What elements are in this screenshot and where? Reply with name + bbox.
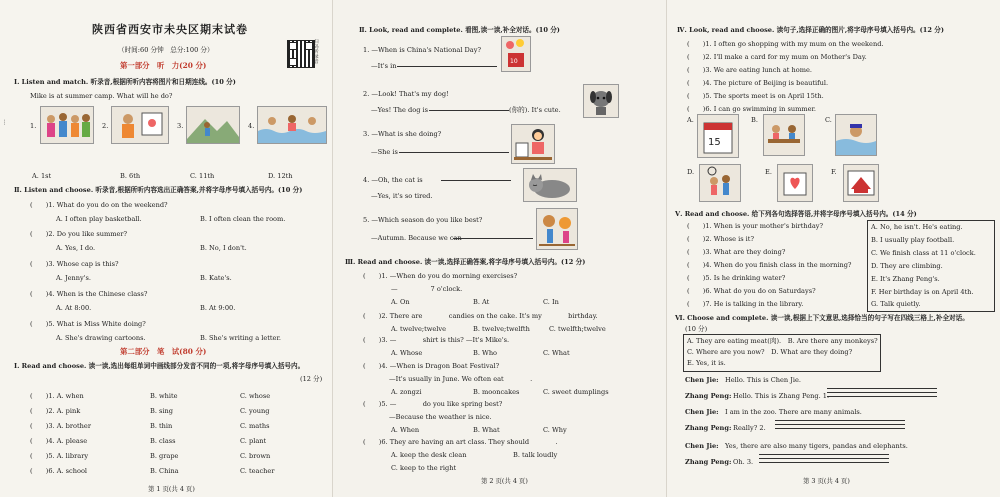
kids-camp-picture — [40, 106, 94, 144]
sentence-option: A. They are eating meat(肉). B. Are there any monkeys? — [687, 337, 878, 345]
sentence-option: C. Where are you now? D. What are they doing? — [687, 348, 853, 356]
reply-question: ( )4. When do you finish class in the morning? — [687, 261, 852, 269]
picture-sentence: ( )1. I often go shopping with my mum on the weekend. — [687, 40, 884, 48]
shopping-picture — [699, 164, 741, 202]
dialogue-question: 2. —Look! That's my dog! — [363, 90, 449, 98]
dialogue-line: Really? 2. — [733, 424, 766, 432]
hiking-picture — [186, 106, 240, 144]
mc-question-cont: —It's usually in June. We often eat . — [389, 375, 533, 383]
phonics-option: ( )2. A. pink — [30, 407, 81, 415]
mc-option: B. mooncakes — [473, 388, 520, 396]
mc-option: B. What — [473, 426, 500, 434]
mc-option: C. Why — [543, 426, 567, 434]
mc-question-cont: — 7 o'clock. — [391, 285, 463, 293]
mc-option: C. sweet dumplings — [543, 388, 609, 396]
complete-dialogue-score: (10 分) — [685, 325, 708, 333]
answer-line[interactable] — [399, 152, 509, 153]
answer-option: B. I often clean the room. — [200, 215, 286, 223]
pic-number: 1. — [30, 122, 37, 130]
reply-question: ( )3. What are they doing? — [687, 248, 786, 256]
pic-number: 3. — [177, 122, 184, 130]
dialogue-question: 3. —What is she doing? — [363, 130, 442, 138]
date-option: A. 1st — [32, 172, 52, 180]
answer-option: A. Jenny's. — [56, 274, 92, 282]
reply-answer: B. I usually play football. — [871, 236, 955, 244]
phonics-option: B. thin — [150, 422, 173, 430]
binding-margin: ┆ — [3, 120, 7, 126]
reply-heading: Ⅴ. Read and choose. 给下列各句选择答语,并将字母序号填入括号内。(14 分) — [675, 210, 917, 218]
phonics-option: B. class — [150, 437, 176, 445]
answer-line[interactable] — [453, 238, 533, 239]
phonics-option: B. white — [150, 392, 178, 400]
dialogue-speaker: Chen Jie: — [685, 376, 719, 384]
picture-letter: F. — [831, 168, 837, 176]
dialogue-answer: —She is — [371, 148, 398, 156]
svg-text:15: 15 — [708, 137, 721, 148]
swimming-picture — [257, 106, 327, 144]
writing-line[interactable] — [759, 462, 889, 463]
mc-question: ( )6. They are having an art class. They should . — [363, 438, 558, 446]
reply-answer: G. Talk quietly. — [871, 300, 921, 308]
phonics-score: (12 分) — [300, 375, 323, 383]
picture-letter: D. — [687, 168, 695, 176]
eating-lunch-picture — [763, 114, 805, 156]
mc-option: C. What — [543, 349, 570, 357]
time-score: （时间:60 分钟 总分:100 分） — [118, 46, 214, 54]
writing-line[interactable] — [759, 454, 889, 455]
writing-line[interactable] — [827, 392, 937, 393]
dialogue-speaker: Chen Jie: — [685, 408, 719, 416]
qr-code-icon[interactable] — [287, 40, 315, 68]
answer-line[interactable] — [441, 180, 511, 181]
page-3 — [667, 0, 1000, 497]
writing-line[interactable] — [775, 424, 905, 425]
read-choose-heading: Ⅲ. Read and choose. 读一读,选择正确答案,将字母序号填入括号内。(12 分) — [345, 258, 586, 266]
pic-number: 2. — [102, 122, 109, 130]
answer-option: A. At 8:00. — [56, 304, 92, 312]
phonics-option: B. China — [150, 467, 179, 475]
pic-number: 4. — [248, 122, 255, 130]
phonics-option: ( )5. A. library — [30, 452, 89, 460]
answer-option: A. I often play basketball. — [56, 215, 142, 223]
answer-line[interactable] — [429, 110, 509, 111]
mc-question: ( )4. —When is Dragon Boat Festival? — [363, 362, 500, 370]
listen-question: ( )1. What do you do on the weekend? — [30, 201, 168, 209]
listen-question: ( )3. Whose cap is this? — [30, 260, 119, 268]
mc-option: A. On — [391, 298, 410, 306]
picture-letter: A. — [687, 116, 694, 124]
phonics-option: ( )3. A. brother — [30, 422, 91, 430]
qr-label: 扫码听录音 — [314, 40, 319, 65]
phonics-option: C. brown — [240, 452, 271, 460]
mc-question-cont: —Because the weather is nice. — [389, 413, 492, 421]
mc-question: ( )1. —When do you do morning exercises? — [363, 272, 518, 280]
phonics-heading: Ⅰ. Read and choose. 读一读,选出每组单词中画线部分发音不同的一项,将字母序号填入括号内。 — [14, 362, 305, 370]
page-1 — [0, 0, 333, 497]
mc-option: C. keep to the right — [391, 464, 457, 472]
dialogue-line: I am in the zoo. There are many animals. — [725, 408, 862, 416]
listen-match-prompt: Mike is at summer camp. What will he do? — [30, 92, 173, 100]
picture-letter: B. — [751, 116, 758, 124]
writing-line[interactable] — [759, 458, 889, 459]
listen-question: ( )2. Do you like summer? — [30, 230, 128, 238]
part1-heading: 第一部分 听 力(20 分) — [120, 61, 207, 70]
svg-text:10: 10 — [510, 58, 518, 65]
dialogue-tail: (你的). It's cute. — [509, 106, 561, 114]
mc-option: B. twelve;twelfth — [473, 325, 530, 333]
reply-answer: E. It's Zhang Peng's. — [871, 275, 940, 283]
reply-answer: A. No, he isn't. He's eating. — [871, 223, 963, 231]
answer-option: A. Yes, I do. — [56, 244, 96, 252]
dialogue-question: 1. —When is China's National Day? — [363, 46, 481, 54]
beijing-picture — [843, 164, 879, 202]
phonics-option: ( )6. A. school — [30, 467, 88, 475]
calendar-picture — [697, 114, 739, 158]
reply-answer: D. They are climbing. — [871, 262, 943, 270]
phonics-option: C. plant — [240, 437, 267, 445]
dialogue-line: Oh. 3. — [733, 458, 754, 466]
reply-answer: F. Her birthday is on April 4th. — [871, 288, 974, 296]
dialogue-answer: —Autumn. Because we can — [371, 234, 462, 242]
picture-sentence: ( )2. I'll make a card for my mum on Mother's Day. — [687, 53, 867, 61]
listen-question: ( )5. What is Miss White doing? — [30, 320, 146, 328]
mc-option: A. twelve;twelve — [391, 325, 447, 333]
dialogue-speaker: Zhang Peng: — [685, 392, 732, 400]
picture-sentence: ( )4. The picture of Beijing is beautiful. — [687, 79, 829, 87]
mc-option: C. twelfth;twelve — [549, 325, 606, 333]
date-option: B. 6th — [120, 172, 141, 180]
mc-option: A. zongzi — [391, 388, 422, 396]
mc-option: C. In — [543, 298, 559, 306]
page-number: 第 2 页(共 4 页) — [481, 477, 528, 485]
page-2 — [333, 0, 667, 497]
page-number: 第 3 页(共 4 页) — [803, 477, 850, 485]
reply-question: ( )5. Is he drinking water? — [687, 274, 786, 282]
writing-line[interactable] — [827, 396, 937, 397]
dog-picture — [583, 84, 619, 118]
dialogue-speaker: Chen Jie: — [685, 442, 719, 450]
page-number: 第 1 页(共 4 页) — [148, 485, 195, 493]
dialogue-line: Yes, there are also many tigers, pandas and elephants. — [725, 442, 908, 450]
mc-option: A. keep the desk clean — [391, 451, 467, 459]
look-complete-heading: Ⅱ. Look, read and complete. 看图,读一读,补全对话。(10 分) — [359, 26, 560, 34]
sleeping-cat-picture — [523, 168, 577, 202]
answer-option: B. At 9:00. — [200, 304, 236, 312]
phonics-option: ( )4. A. please — [30, 437, 88, 445]
writing-line[interactable] — [775, 420, 905, 421]
answer-option: A. She's drawing cartoons. — [56, 334, 146, 342]
dialogue-answer: —Yes, it's so tired. — [371, 192, 433, 200]
dialogue-answer: —Yes! The dog is — [371, 106, 429, 114]
swimming-boy-picture — [835, 114, 877, 156]
answer-option: B. Kate's. — [200, 274, 232, 282]
dialogue-question: 5. —Which season do you like best? — [363, 216, 483, 224]
picture-letter: E. — [765, 168, 772, 176]
mc-option: A. When — [391, 426, 420, 434]
card-picture — [777, 164, 813, 202]
painting-picture — [111, 106, 169, 144]
phonics-option: C. teacher — [240, 467, 275, 475]
phonics-option: C. whose — [240, 392, 271, 400]
dialogue-speaker: Zhang Peng: — [685, 424, 732, 432]
picture-sentence: ( )5. The sports meet is on April 15th. — [687, 92, 824, 100]
date-option: D. 12th — [268, 172, 293, 180]
answer-option: B. She's writing a letter. — [200, 334, 281, 342]
phonics-option: C. maths — [240, 422, 270, 430]
phonics-option: C. young — [240, 407, 270, 415]
phonics-option: B. sing — [150, 407, 173, 415]
answer-line[interactable] — [397, 66, 497, 67]
mc-option: B. Who — [473, 349, 498, 357]
writing-line[interactable] — [827, 388, 937, 389]
dialogue-line: Hello. This is Zhang Peng. 1. — [733, 392, 830, 400]
listen-match-heading: Ⅰ. Listen and match. 听录音,根据所听内容将图片和日期连线。(10 分) — [14, 78, 236, 86]
mc-question: ( )2. There are candies on the cake. It's my birthday. — [363, 312, 598, 320]
mc-option: B. talk loudly — [513, 451, 558, 459]
page-title: 陕西省西安市未央区期末试卷 — [92, 23, 248, 36]
dialogue-line: Hello. This is Chen Jie. — [725, 376, 802, 384]
reply-answer: C. We finish class at 11 o'clock. — [871, 249, 976, 257]
dialogue-speaker: Zhang Peng: — [685, 458, 732, 466]
date-option: C. 11th — [190, 172, 215, 180]
mc-option: B. At — [473, 298, 490, 306]
writing-line[interactable] — [775, 428, 905, 429]
picture-sentence: ( )6. I can go swimming in summer. — [687, 105, 816, 113]
reply-question: ( )1. When is your mother's birthday? — [687, 222, 824, 230]
answer-option: B. No, I don't. — [200, 244, 247, 252]
national-day-picture — [501, 36, 531, 72]
dialogue-question: 4. —Oh, the cat is — [363, 176, 423, 184]
sentence-option: E. Yes, it is. — [687, 359, 726, 367]
autumn-picture — [536, 208, 578, 250]
picture-sentence: ( )3. We are eating lunch at home. — [687, 66, 812, 74]
listen-choose-heading: Ⅱ. Listen and choose. 听录音,根据所听内容选出正确答案,并将字母序号填入括号内。(10 分) — [14, 186, 303, 194]
reply-question: ( )2. Whose is it? — [687, 235, 754, 243]
reply-question: ( )6. What do you do on Saturdays? — [687, 287, 816, 295]
phonics-option: B. grape — [150, 452, 179, 460]
mc-question: ( )5. — do you like spring best? — [363, 400, 503, 408]
girl-drawing-picture — [511, 124, 555, 164]
listen-question: ( )4. When is the Chinese class? — [30, 290, 148, 298]
look-read-choose-heading: Ⅳ. Look, read and choose. 读句子,选择正确的图片,将字母序号填入括号内。(12 分) — [677, 26, 944, 34]
picture-letter: C. — [825, 116, 832, 124]
part2-heading: 第二部分 笔 试(80 分) — [120, 347, 207, 356]
mc-option: A. Whose — [391, 349, 423, 357]
complete-dialogue-heading: Ⅵ. Choose and complete. 读一读,根据上下文意思,选择恰当的句子写在四线三格上,补全对话。 — [675, 314, 969, 322]
dialogue-answer: —It's in — [371, 62, 397, 70]
mc-question: ( )3. — shirt is this? —It's Mike's. — [363, 336, 510, 344]
phonics-option: ( )1. A. when — [30, 392, 84, 400]
reply-question: ( )7. He is talking in the library. — [687, 300, 804, 308]
